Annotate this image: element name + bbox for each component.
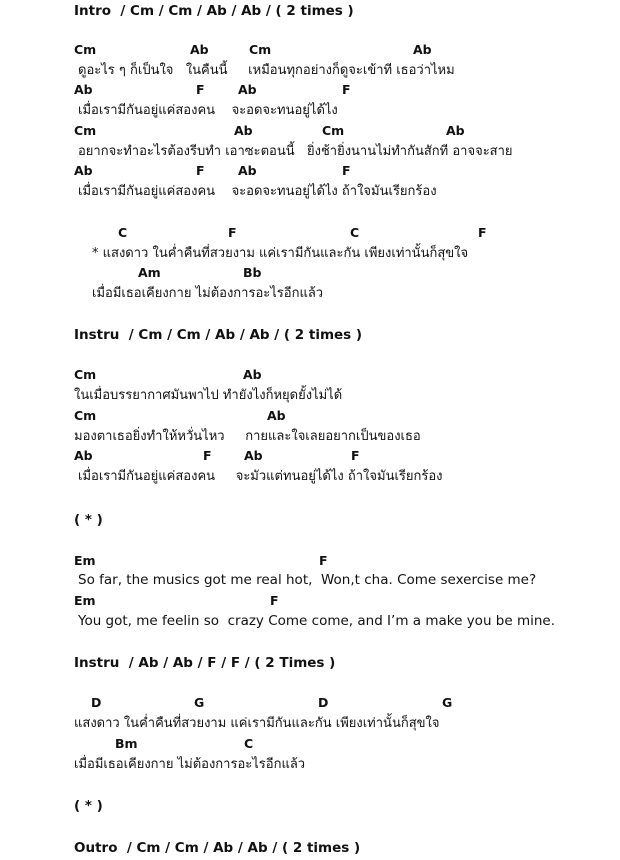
instru-line: Instru / Cm / Cm / Ab / Ab / ( 2 times ) — [74, 327, 363, 343]
chord: Cm — [249, 42, 272, 57]
chord: F — [342, 82, 351, 97]
chord: F — [196, 82, 205, 97]
chord: Am — [138, 265, 161, 280]
chord: Em — [74, 553, 96, 568]
chord: Ab — [446, 123, 465, 138]
chord: Bm — [115, 736, 138, 751]
instru-line: Instru / Ab / Ab / F / F / ( 2 Times ) — [74, 655, 336, 671]
chord: Ab — [267, 408, 286, 423]
chord: Ab — [243, 367, 262, 382]
chord: Ab — [74, 82, 93, 97]
chord: Ab — [238, 163, 257, 178]
lyric-line: เมื่อเรามีกันอยู่แค่สองคน จะมัวแต่ทนอยู่ได้ไง ถ้าใจมันเรียกร้อง — [78, 469, 443, 484]
lyric-line: เมื่อมีเธอเคียงกาย ไม่ต้องการอะไรอีกแล้ว — [92, 286, 324, 301]
chord: Ab — [413, 42, 432, 57]
intro-line: Intro / Cm / Cm / Ab / Ab / ( 2 times ) — [74, 3, 354, 19]
chord: Ab — [238, 82, 257, 97]
chord: Em — [74, 593, 96, 608]
outro-line: Outro / Cm / Cm / Ab / Ab / ( 2 times ) — [74, 840, 361, 856]
chord: G — [442, 695, 453, 710]
chord: F — [228, 225, 237, 240]
chord: Cm — [322, 123, 345, 138]
chord: Ab — [74, 163, 93, 178]
lyric-line: เมื่อเรามีกันอยู่แค่สองคน จะอดจะทนอยู่ได้ไง — [78, 103, 338, 118]
chord: F — [478, 225, 487, 240]
chord: D — [318, 695, 329, 710]
chord: Ab — [234, 123, 253, 138]
chord: Cm — [74, 408, 97, 423]
lyric-line: You got, me feelin so crazy Come come, and I’m a make you be mine. — [78, 613, 556, 629]
chord: C — [350, 225, 360, 240]
chord: Ab — [74, 448, 93, 463]
chord: F — [319, 553, 328, 568]
chord: C — [118, 225, 128, 240]
chord: F — [351, 448, 360, 463]
chord: F — [196, 163, 205, 178]
chord: Cm — [74, 42, 97, 57]
chord: G — [194, 695, 205, 710]
chord: Ab — [190, 42, 209, 57]
lyric-line: อยากจะทำอะไรต้องรีบทำ เอาซะตอนนี้ ยิ่งช้ายิ่งนานไม่ทำกันสักที อาจจะสาย — [78, 144, 513, 159]
lyric-line: So far, the musics got me real hot, Won,t cha. Come sexercise me? — [78, 572, 537, 588]
chord: Cm — [74, 123, 97, 138]
chord: F — [203, 448, 212, 463]
lyric-line: เมื่อเรามีกันอยู่แค่สองคน จะอดจะทนอยู่ได้ไง ถ้าใจมันเรียกร้อง — [78, 184, 437, 199]
chord: Cm — [74, 367, 97, 382]
chorus-reference: ( * ) — [74, 512, 103, 528]
chord: C — [244, 736, 254, 751]
chord: Bb — [243, 265, 262, 280]
chorus-reference: ( * ) — [74, 798, 103, 814]
chord: F — [270, 593, 279, 608]
lyric-line: มองตาเธอยิ่งทำให้หวั่นไหว กายและใจเลยอยากเป็นของเธอ — [74, 429, 421, 444]
chord: Ab — [244, 448, 263, 463]
lyric-line: * แสงดาว ในค่ำคืนที่สวยงาม แค่เรามีกันและกัน เพียงเท่านั้นก็สุขใจ — [92, 246, 469, 261]
lyric-line: แสงดาว ในค่ำคืนที่สวยงาม แค่เรามีกันและกัน เพียงเท่านั้นก็สุขใจ — [74, 716, 440, 731]
lyric-line: เมื่อมีเธอเคียงกาย ไม่ต้องการอะไรอีกแล้ว — [74, 757, 306, 772]
chord: F — [342, 163, 351, 178]
chord: D — [91, 695, 102, 710]
lyric-line: ในเมื่อบรรยากาศมันพาไป ทำยังไงก็หยุดยั้งไม่ได้ — [74, 388, 343, 403]
lyric-line: ดูอะไร ๆ ก็เป็นใจ ในคืนนี้ เหมือนทุกอย่างก็ดูจะเข้าที เธอว่าไหม — [78, 63, 455, 78]
